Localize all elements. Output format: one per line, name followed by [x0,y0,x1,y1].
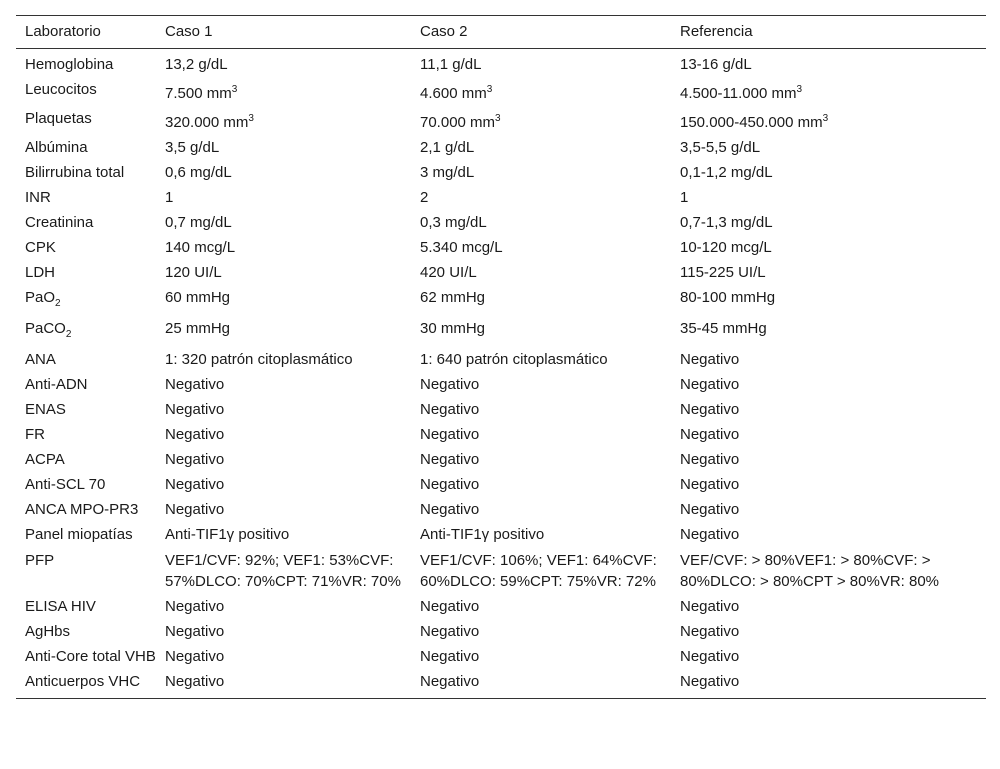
lab-name: Panel miopatías [25,526,133,543]
reference-value: 4.500-11.000 $mm^3$ [680,84,803,102]
reference-value: Negativo [680,623,740,640]
caso-1-value: 140 mcg/L [165,239,236,256]
table-row [16,135,986,160]
caso-1-value: Negativo [165,623,225,640]
table-header [16,16,986,49]
lab-name: PaCO$_2$ [25,320,72,340]
caso-1-value: Negativo [165,673,225,690]
caso-2-value: 30 mmHg [420,320,486,337]
caso-2-value: 11,1 g/dL [420,56,482,73]
caso-1-value: 1 [165,189,174,206]
lab-name: Anti-SCL 70 [25,476,106,493]
caso-2-value: Negativo [420,623,480,640]
lab-name: INR [25,189,51,206]
reference-value: 80-100 mmHg [680,289,776,306]
caso-2-value: Negativo [420,476,480,493]
lab-name: PaO$_2$ [25,289,61,309]
caso-1-value: Negativo [165,426,225,443]
reference-value: 10-120 mcg/L [680,239,772,256]
caso-1-value: 320.000 $mm^3$ [165,113,254,131]
table-row [16,285,986,316]
table-row [16,497,986,522]
caso-1-value: 0,6 mg/dL [165,164,232,181]
caso-1-value: 1: 320 patrón citoplasmático [165,351,353,368]
reference-value: 150.000-450.000 $mm^3$ [680,113,829,131]
header-referencia: Referencia [680,23,753,40]
caso-2-value: Negativo [420,648,480,665]
lab-name: ACPA [25,451,65,468]
table-row [16,372,986,397]
lab-name: Leucocitos [25,81,97,98]
caso-2-value: 62 mmHg [420,289,486,306]
caso-1-value: Negativo [165,476,225,493]
caso-1-value: 3,5 g/dL [165,139,220,156]
caso-2-value: 4.600 $mm^3$ [420,84,493,102]
lab-name: AgHbs [25,623,71,640]
table-row [16,594,986,619]
lab-name: Plaquetas [25,110,92,127]
caso-2-value: VEF1/CVF: 106%; VEF1: 64%CVF: 60%DLCO: 59%CPT: 75%VR: 72% [420,552,657,590]
caso-1-value: Negativo [165,598,225,615]
caso-1-value: Negativo [165,648,225,665]
reference-value: Negativo [680,598,740,615]
caso-1-value: 13,2 g/dL [165,56,228,73]
reference-value: Negativo [680,501,740,518]
reference-value: Negativo [680,648,740,665]
lab-name: Anti-ADN [25,376,88,393]
header-caso-2: Caso 2 [420,23,468,40]
caso-1-value: 25 mmHg [165,320,231,337]
lab-table-container [16,15,986,699]
table-row [16,260,986,285]
header-caso-1: Caso 1 [165,23,213,40]
lab-name: PFP [25,552,55,569]
caso-2-value: Negativo [420,451,480,468]
table-row [16,619,986,644]
lab-name: FR [25,426,45,443]
lab-results-table [16,15,986,699]
reference-value: 13-16 g/dL [680,56,752,73]
reference-value: 115-225 UI/L [680,264,766,281]
caso-1-value: Negativo [165,401,225,418]
caso-2-value: 2 [420,189,429,206]
lab-name: CPK [25,239,56,256]
caso-1-value: VEF1/CVF: 92%; VEF1: 53%CVF: 57%DLCO: 70%CPT: 71%VR: 70% [165,552,401,590]
reference-value: Negativo [680,526,740,543]
table-row [16,397,986,422]
table-row [16,185,986,210]
reference-value: 0,7-1,3 mg/dL [680,214,773,231]
lab-name: ANA [25,351,56,368]
caso-2-value: 0,3 mg/dL [420,214,487,231]
caso-2-value: 1: 640 patrón citoplasmático [420,351,608,368]
caso-2-value: 420 UI/L [420,264,477,281]
reference-value: 0,1-1,2 mg/dL [680,164,773,181]
caso-1-value: 7.500 $mm^3$ [165,84,238,102]
reference-value: 1 [680,189,689,206]
table-row [16,547,986,594]
caso-1-value: Negativo [165,451,225,468]
table-row [16,316,986,347]
caso-2-value: Anti-TIF1γ positivo [420,526,545,543]
caso-1-value: 120 UI/L [165,264,222,281]
caso-2-value: Negativo [420,673,480,690]
reference-value: Negativo [680,351,740,368]
caso-2-value: 70.000 $mm^3$ [420,113,501,131]
caso-1-value: Negativo [165,501,225,518]
caso-2-value: 2,1 g/dL [420,139,475,156]
caso-1-value: 0,7 mg/dL [165,214,232,231]
caso-2-value: Negativo [420,401,480,418]
reference-value: Negativo [680,376,740,393]
reference-value: Negativo [680,451,740,468]
reference-value: Negativo [680,673,740,690]
table-row [16,160,986,185]
header-laboratorio: Laboratorio [25,23,101,40]
caso-1-value: Negativo [165,376,225,393]
table-row [16,522,986,547]
caso-1-value: Anti-TIF1γ positivo [165,526,290,543]
reference-value: Negativo [680,401,740,418]
table-row [16,347,986,372]
table-row [16,669,986,699]
reference-value: 3,5-5,5 g/dL [680,139,761,156]
lab-name: Albúmina [25,139,88,156]
lab-name: ENAS [25,401,66,418]
lab-name: ELISA HIV [25,598,96,615]
caso-2-value: Negativo [420,598,480,615]
caso-2-value: Negativo [420,501,480,518]
table-row [16,235,986,260]
lab-name: LDH [25,264,56,281]
caso-2-value: Negativo [420,376,480,393]
reference-value: Negativo [680,426,740,443]
table-row [16,422,986,447]
table-row [16,644,986,669]
reference-value: 35-45 mmHg [680,320,767,337]
table-body [16,49,986,699]
table-row [16,472,986,497]
caso-2-value: Negativo [420,426,480,443]
lab-name: Anticuerpos VHC [25,673,141,690]
table-row [16,77,986,106]
lab-name: ANCA MPO-PR3 [25,501,139,518]
reference-value: VEF/CVF: > 80%VEF1: > 80%CVF: > 80%DLCO: > 80%CPT > 80%VR: 80% [680,552,940,590]
caso-2-value: 3 mg/dL [420,164,475,181]
table-row [16,49,986,78]
caso-1-value: 60 mmHg [165,289,231,306]
table-row [16,210,986,235]
table-row [16,106,986,135]
lab-name: Anti-Core total VHB [25,648,156,665]
table-row [16,447,986,472]
lab-name: Creatinina [25,214,94,231]
lab-name: Bilirrubina total [25,164,125,181]
caso-2-value: 5.340 mcg/L [420,239,503,256]
header-row [16,16,986,49]
lab-name: Hemoglobina [25,56,114,73]
reference-value: Negativo [680,476,740,493]
